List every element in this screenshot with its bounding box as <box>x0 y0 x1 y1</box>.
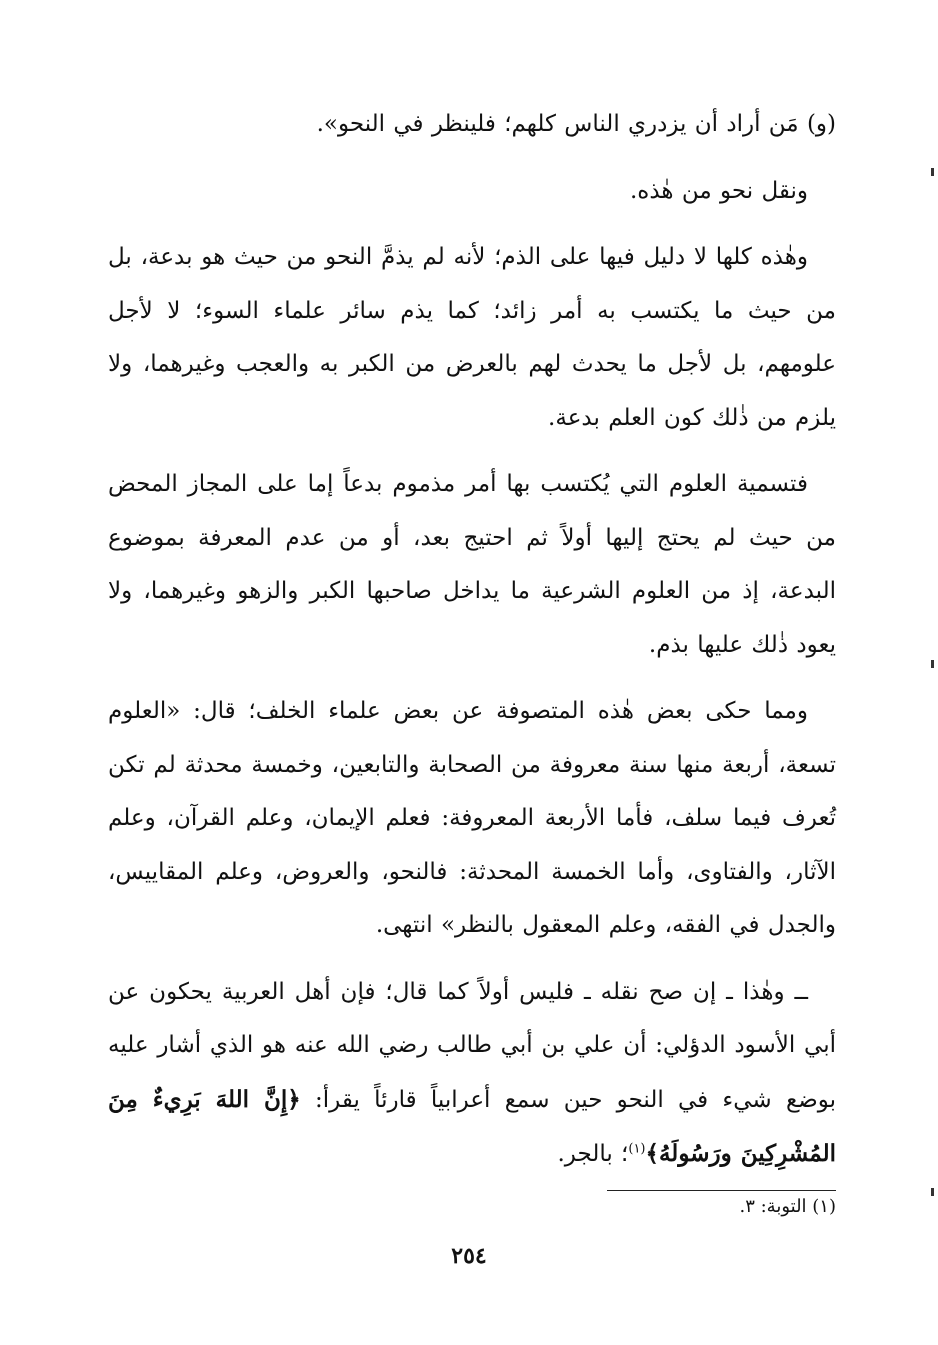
footnote: (١) التوبة: ٣. <box>739 1196 836 1217</box>
main-text <box>108 98 836 1195</box>
paragraph-3: وهٰذه كلها لا دليل فيها على الذم؛ لأنه لم يذمَّ النحو من حيث هو بدعة، بل من حيث ما يكتسب به أمر زائد؛ كما يذم سائر علماء السوء؛ لا لأجل علومهم، بل لأجل ما يحدث لهم بالعرض من الكبر به والعجب وغيرهما، ولا يلزم من ذٰلك كون العلم بدعة. <box>108 244 836 431</box>
quran-verse: ﴿إِنَّ اللهَ بَرِيءٌ مِنَ المُشْرِكِينَ ورَسُولَهُ﴾ <box>108 1085 836 1167</box>
paragraph-6-ending: ؛ بالجر. <box>557 1141 629 1167</box>
paragraph-4: فتسمية العلوم التي يُكتسب بها أمر مذموم بدعاً إما على المجاز المحض من حيث لم يحتج إليها أولاً ثم احتيج بعد، أو من عدم المعرفة بموضوع البدعة، إذ من العلوم الشرعية ما يداخل صاحبها الكبر والزهو وغيرهما، ولا يعود ذٰلك عليها بذم. <box>108 471 836 658</box>
paragraph-1: (و) مَن أراد أن يزدري الناس كلهم؛ فلينظر في النحو». <box>316 111 836 137</box>
margin-mark-bottom <box>931 1188 934 1196</box>
footnote-divider <box>607 1190 836 1191</box>
margin-mark-top <box>931 168 934 176</box>
page-number: ٢٥٤ <box>451 1243 487 1269</box>
paragraph-6 <box>108 966 836 1182</box>
footnote-reference: (١) <box>628 1141 646 1157</box>
paragraph-5: ومما حكى بعض هٰذه المتصوفة عن بعض علماء الخلف؛ قال: «العلوم تسعة، أربعة منها سنة معروفة من الصحابة والتابعين، وخمسة محدثة لم تكن تُعرف فيما سلف، فأما الأربعة المعروفة: فعلم الإيمان، وعلم القرآن، وعلم الآثار، والفتاوى، وأما الخمسة المحدثة: فالنحو، والعروض، وعلم المقاييس، والجدل في الفقه، وعلم المعقول بالنظر» انتهى. <box>108 698 836 938</box>
margin-mark-middle <box>931 660 934 668</box>
paragraph-2: ونقل نحو من هٰذه. <box>629 177 808 204</box>
paragraph-6-text: ــ وهٰذا ـ إن صح نقله ـ فليس أولاً كما قال؛ فإن أهل العربية يحكون عن أبي الأسود الدؤلي: أن علي بن أبي طالب رضي الله عنه هو الذي أشار عليه بوضع شيء في النحو حين سمع أعرابياً قارئاً يقرأ: <box>108 978 837 1113</box>
